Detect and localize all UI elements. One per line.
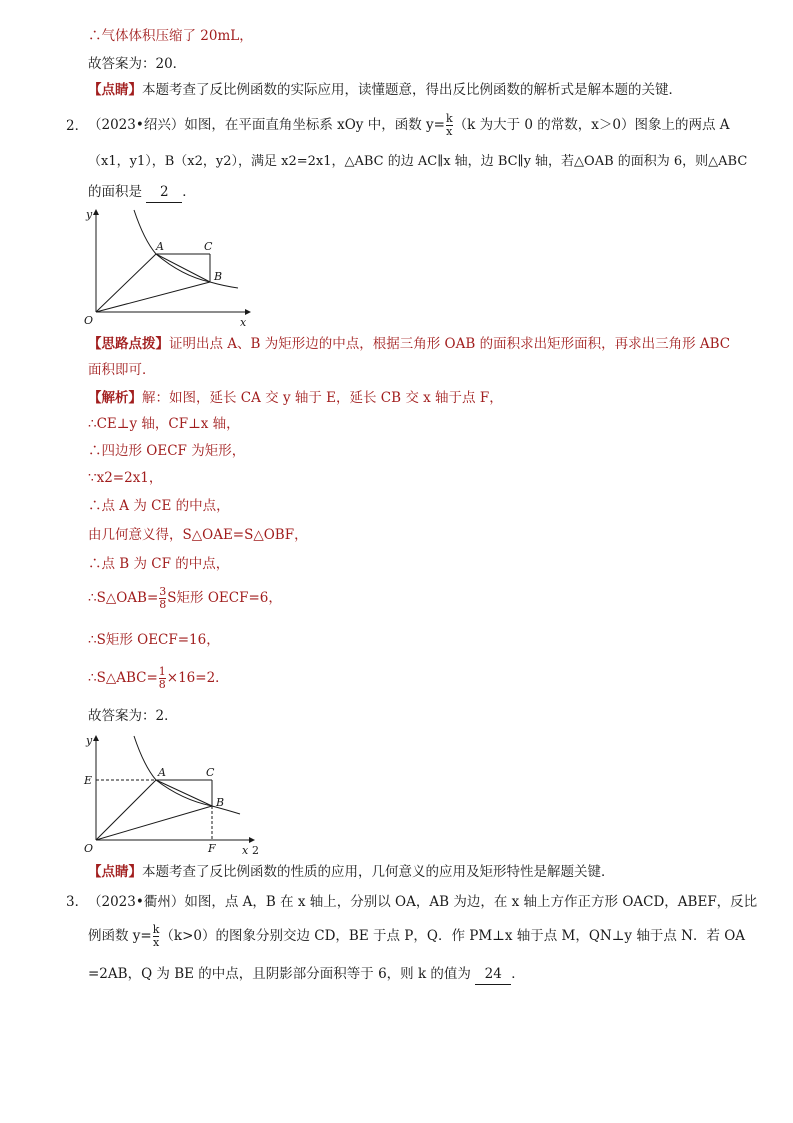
q2-solution-line2: ∴CE⊥y 轴，CF⊥x 轴， bbox=[88, 416, 240, 432]
q2-note bbox=[88, 862, 615, 882]
segment-ab bbox=[156, 254, 210, 282]
q3-stem-line3 bbox=[88, 964, 525, 985]
q2-solution-line8 bbox=[88, 584, 282, 612]
note-tag: 【点睛】 bbox=[88, 82, 142, 98]
q2-answer: 故答案为：2． bbox=[88, 708, 178, 724]
note-text: 本题考查了反比例函数的性质的应用，几何意义的应用及矩形特性是解题关键． bbox=[142, 864, 615, 880]
label-f: F bbox=[208, 842, 216, 855]
q1-answer: 故答案为：20． bbox=[88, 56, 187, 72]
q2-hint-line2: 面积即可． bbox=[88, 362, 156, 378]
q2-solution-line7: ∴点 B 为 CF 的中点， bbox=[88, 556, 230, 572]
label-y: y bbox=[86, 208, 93, 221]
label-extra: 2 bbox=[252, 844, 259, 857]
label-b: B bbox=[214, 270, 223, 283]
fraction-1-8: $\frac{1}{8}$ bbox=[158, 665, 166, 691]
answer-blank: 2 bbox=[146, 182, 182, 203]
label-y: y bbox=[86, 734, 93, 747]
hint-tag: 【思路点拨】 bbox=[88, 336, 169, 352]
q2-solution-line1 bbox=[88, 388, 503, 408]
q2-stem-line1 bbox=[88, 112, 730, 138]
sol10-b: ×16=2． bbox=[166, 670, 229, 686]
q3-stem-line1: （2023•衢州）如图，点 A，B 在 x 轴上，分别以 OA，AB 为边，在 x 轴上方作正方形 OACD，ABEF，反比 bbox=[88, 894, 758, 910]
frac-den: x bbox=[446, 125, 453, 138]
q2-solution-line3: ∴四边形 OECF 为矩形， bbox=[88, 443, 246, 459]
sol8-b: S矩形 OECF=6， bbox=[167, 590, 282, 606]
q2-fraction bbox=[446, 113, 453, 138]
hyperbola bbox=[134, 210, 238, 288]
q2-solution-line10 bbox=[88, 664, 229, 692]
segment-ab bbox=[156, 780, 212, 806]
hyperbola bbox=[134, 736, 240, 814]
hint-text: 证明出点 A、B 为矩形边的中点，根据三角形 OAB 的面积求出矩形面积，再求出三角形 ABC bbox=[169, 336, 731, 352]
q2-hint-line1 bbox=[88, 334, 730, 354]
sol10-a: ∴S△ABC= bbox=[88, 670, 158, 686]
q2-stem-line2: （x1，y1），B（x2，y2），满足 x2=2x1，△ABC 的边 AC∥x 轴，边 BC∥y 轴，若△OAB 的面积为 6，则△ABC bbox=[88, 154, 748, 169]
question-number: 2． bbox=[66, 118, 89, 134]
q2-stem-b: （k 为大于 0 的常数，x＞0）图象上的两点 A bbox=[453, 117, 730, 133]
fraction-3-8: $\frac{3}{8}$ bbox=[159, 585, 167, 611]
q2-solution-line9: ∴S矩形 OECF=16， bbox=[88, 632, 220, 648]
q2-stem-line3 bbox=[88, 182, 196, 203]
question-number: 3． bbox=[66, 894, 89, 910]
segment-oa bbox=[96, 254, 156, 312]
label-o: O bbox=[84, 314, 94, 327]
q3-stem-b2: （k>0）的图象分别交边 CD，BE 于点 P，Q．作 PM⊥x 轴于点 M，QN⊥y 轴于点 N．若 OA bbox=[160, 928, 746, 944]
q3-stem-line2 bbox=[88, 922, 745, 950]
note-text: 本题考查了反比例函数的实际应用，读懂题意，得出反比例函数的解析式是解本题的关键． bbox=[142, 82, 682, 98]
q3-stem-b1: 例函数 y= bbox=[88, 928, 152, 944]
q2-solution-line5: ∴点 A 为 CE 的中点， bbox=[88, 498, 230, 514]
q1-conclusion: ∴气体体积压缩了 20mL， bbox=[88, 28, 253, 44]
note-tag: 【点睛】 bbox=[88, 864, 142, 880]
label-e: E bbox=[84, 774, 93, 787]
figure-2 bbox=[82, 730, 267, 860]
answer-blank: 24 bbox=[475, 964, 511, 985]
figure-1 bbox=[82, 204, 257, 330]
label-x: x bbox=[242, 844, 249, 857]
sol8-a: ∴S△OAB= bbox=[88, 590, 159, 606]
q3-fraction: $\frac{k}{x}$ bbox=[152, 923, 160, 949]
q3-stem-d: ． bbox=[511, 966, 525, 982]
solution-tag: 【解析】 bbox=[88, 390, 142, 406]
label-c: C bbox=[204, 240, 213, 253]
label-a: A bbox=[158, 766, 166, 779]
q3-stem-c: =2AB，Q 为 BE 的中点，且阴影部分面积等于 6，则 k 的值为 bbox=[88, 966, 471, 982]
q2-stem-e: ． bbox=[182, 184, 196, 200]
segment-ob bbox=[96, 282, 210, 312]
q1-note bbox=[88, 80, 682, 100]
solution-text: 解：如图，延长 CA 交 y 轴于 E，延长 CB 交 x 轴于点 F， bbox=[142, 390, 503, 406]
q2-solution-line4: ∵x2=2x1， bbox=[88, 470, 163, 486]
label-a: A bbox=[156, 240, 164, 253]
label-x: x bbox=[240, 316, 247, 329]
frac-num: k bbox=[445, 112, 453, 125]
label-b: B bbox=[216, 796, 225, 809]
q2-stem-d: 的面积是 bbox=[88, 184, 142, 200]
label-o: O bbox=[84, 842, 94, 855]
q2-solution-line6: 由几何意义得，S△OAE=S△OBF， bbox=[88, 527, 308, 543]
q2-stem-a: （2023•绍兴）如图，在平面直角坐标系 xOy 中，函数 y= bbox=[88, 117, 445, 133]
label-c: C bbox=[206, 766, 215, 779]
